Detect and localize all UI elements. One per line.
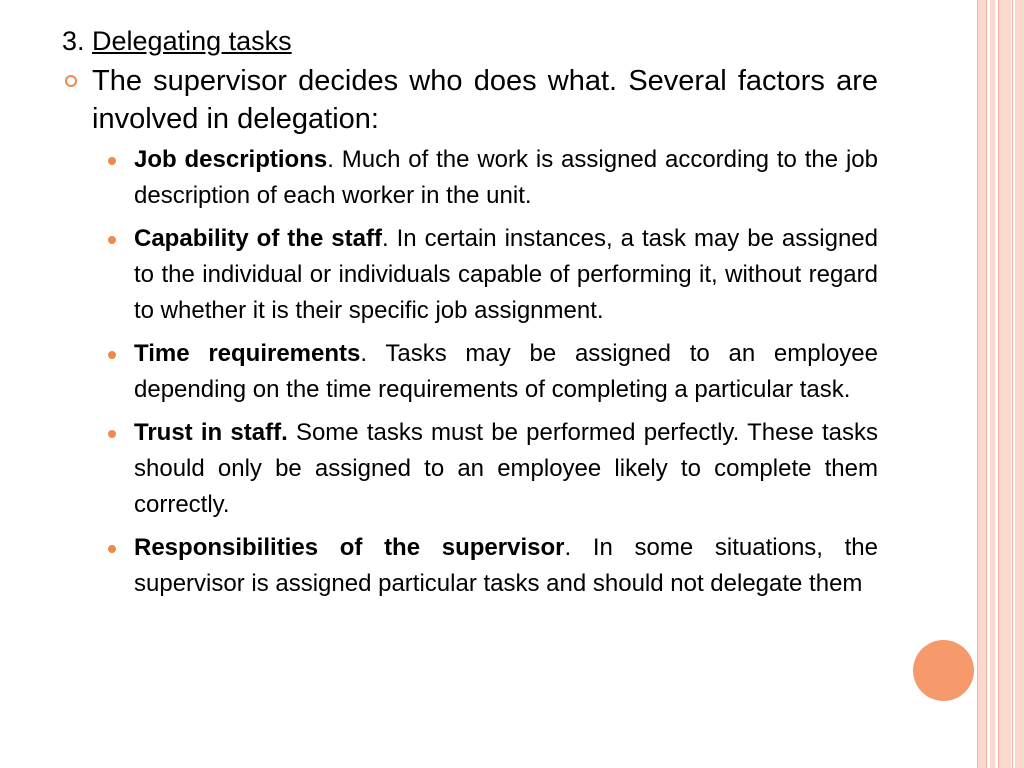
factor-sep: . [564, 534, 572, 561]
decor-line [1012, 0, 1013, 768]
dot-bullet-icon [108, 430, 116, 438]
factor-sep: . [360, 340, 368, 367]
list-item [62, 415, 878, 523]
heading-title: Delegating tasks [92, 26, 292, 56]
slide-heading [62, 22, 878, 60]
factor-text: In some situations, the supervisor is assigned particular tasks and should not delegate them [134, 534, 878, 597]
factor-sep: . [381, 225, 389, 252]
decor-line [986, 0, 987, 768]
list-item [62, 142, 878, 214]
intro-paragraph [62, 62, 878, 138]
heading-number: 3. [62, 26, 93, 56]
slide-content [62, 22, 878, 609]
decor-stripe [990, 0, 995, 768]
dot-bullet-icon [108, 351, 116, 359]
factor-text: Much of the work is assigned according to the job description of each worker in the unit. [134, 146, 878, 209]
dot-bullet-icon [108, 236, 116, 244]
factor-term: Job descriptions [134, 146, 328, 173]
decor-line [977, 0, 978, 768]
factor-text: In certain instances, a task may be assigned to the individual or individuals capable of performing it, without regard to whether it is their specific job assignment. [134, 225, 879, 324]
intro-text: The supervisor decides who does what. Several factors are involved in delegation: [92, 65, 878, 135]
decor-stripe [999, 0, 1011, 768]
factor-text: Some tasks must be performed perfectly. These tasks should only be assigned to an employee likely to complete them correctly. [134, 419, 879, 518]
factor-term: Time requirements [134, 340, 361, 367]
decor-stripe [978, 0, 986, 768]
factor-term: Capability of the staff [134, 225, 382, 252]
decor-line [998, 0, 999, 768]
factor-sep: . [327, 146, 334, 173]
decor-stripe [1015, 0, 1024, 768]
dot-bullet-icon [108, 157, 116, 165]
factor-term: Trust in staff. [134, 419, 288, 446]
factor-list [62, 142, 878, 602]
list-item [62, 336, 878, 408]
factor-text: Tasks may be assigned to an employee depending on the time requirements of completing a particular task. [134, 340, 878, 403]
list-item [62, 221, 878, 329]
list-item [62, 530, 878, 602]
dot-bullet-icon [108, 545, 116, 553]
factor-term: Responsibilities of the supervisor [134, 534, 565, 561]
ring-bullet-icon [65, 75, 77, 87]
decor-circle [913, 640, 974, 701]
